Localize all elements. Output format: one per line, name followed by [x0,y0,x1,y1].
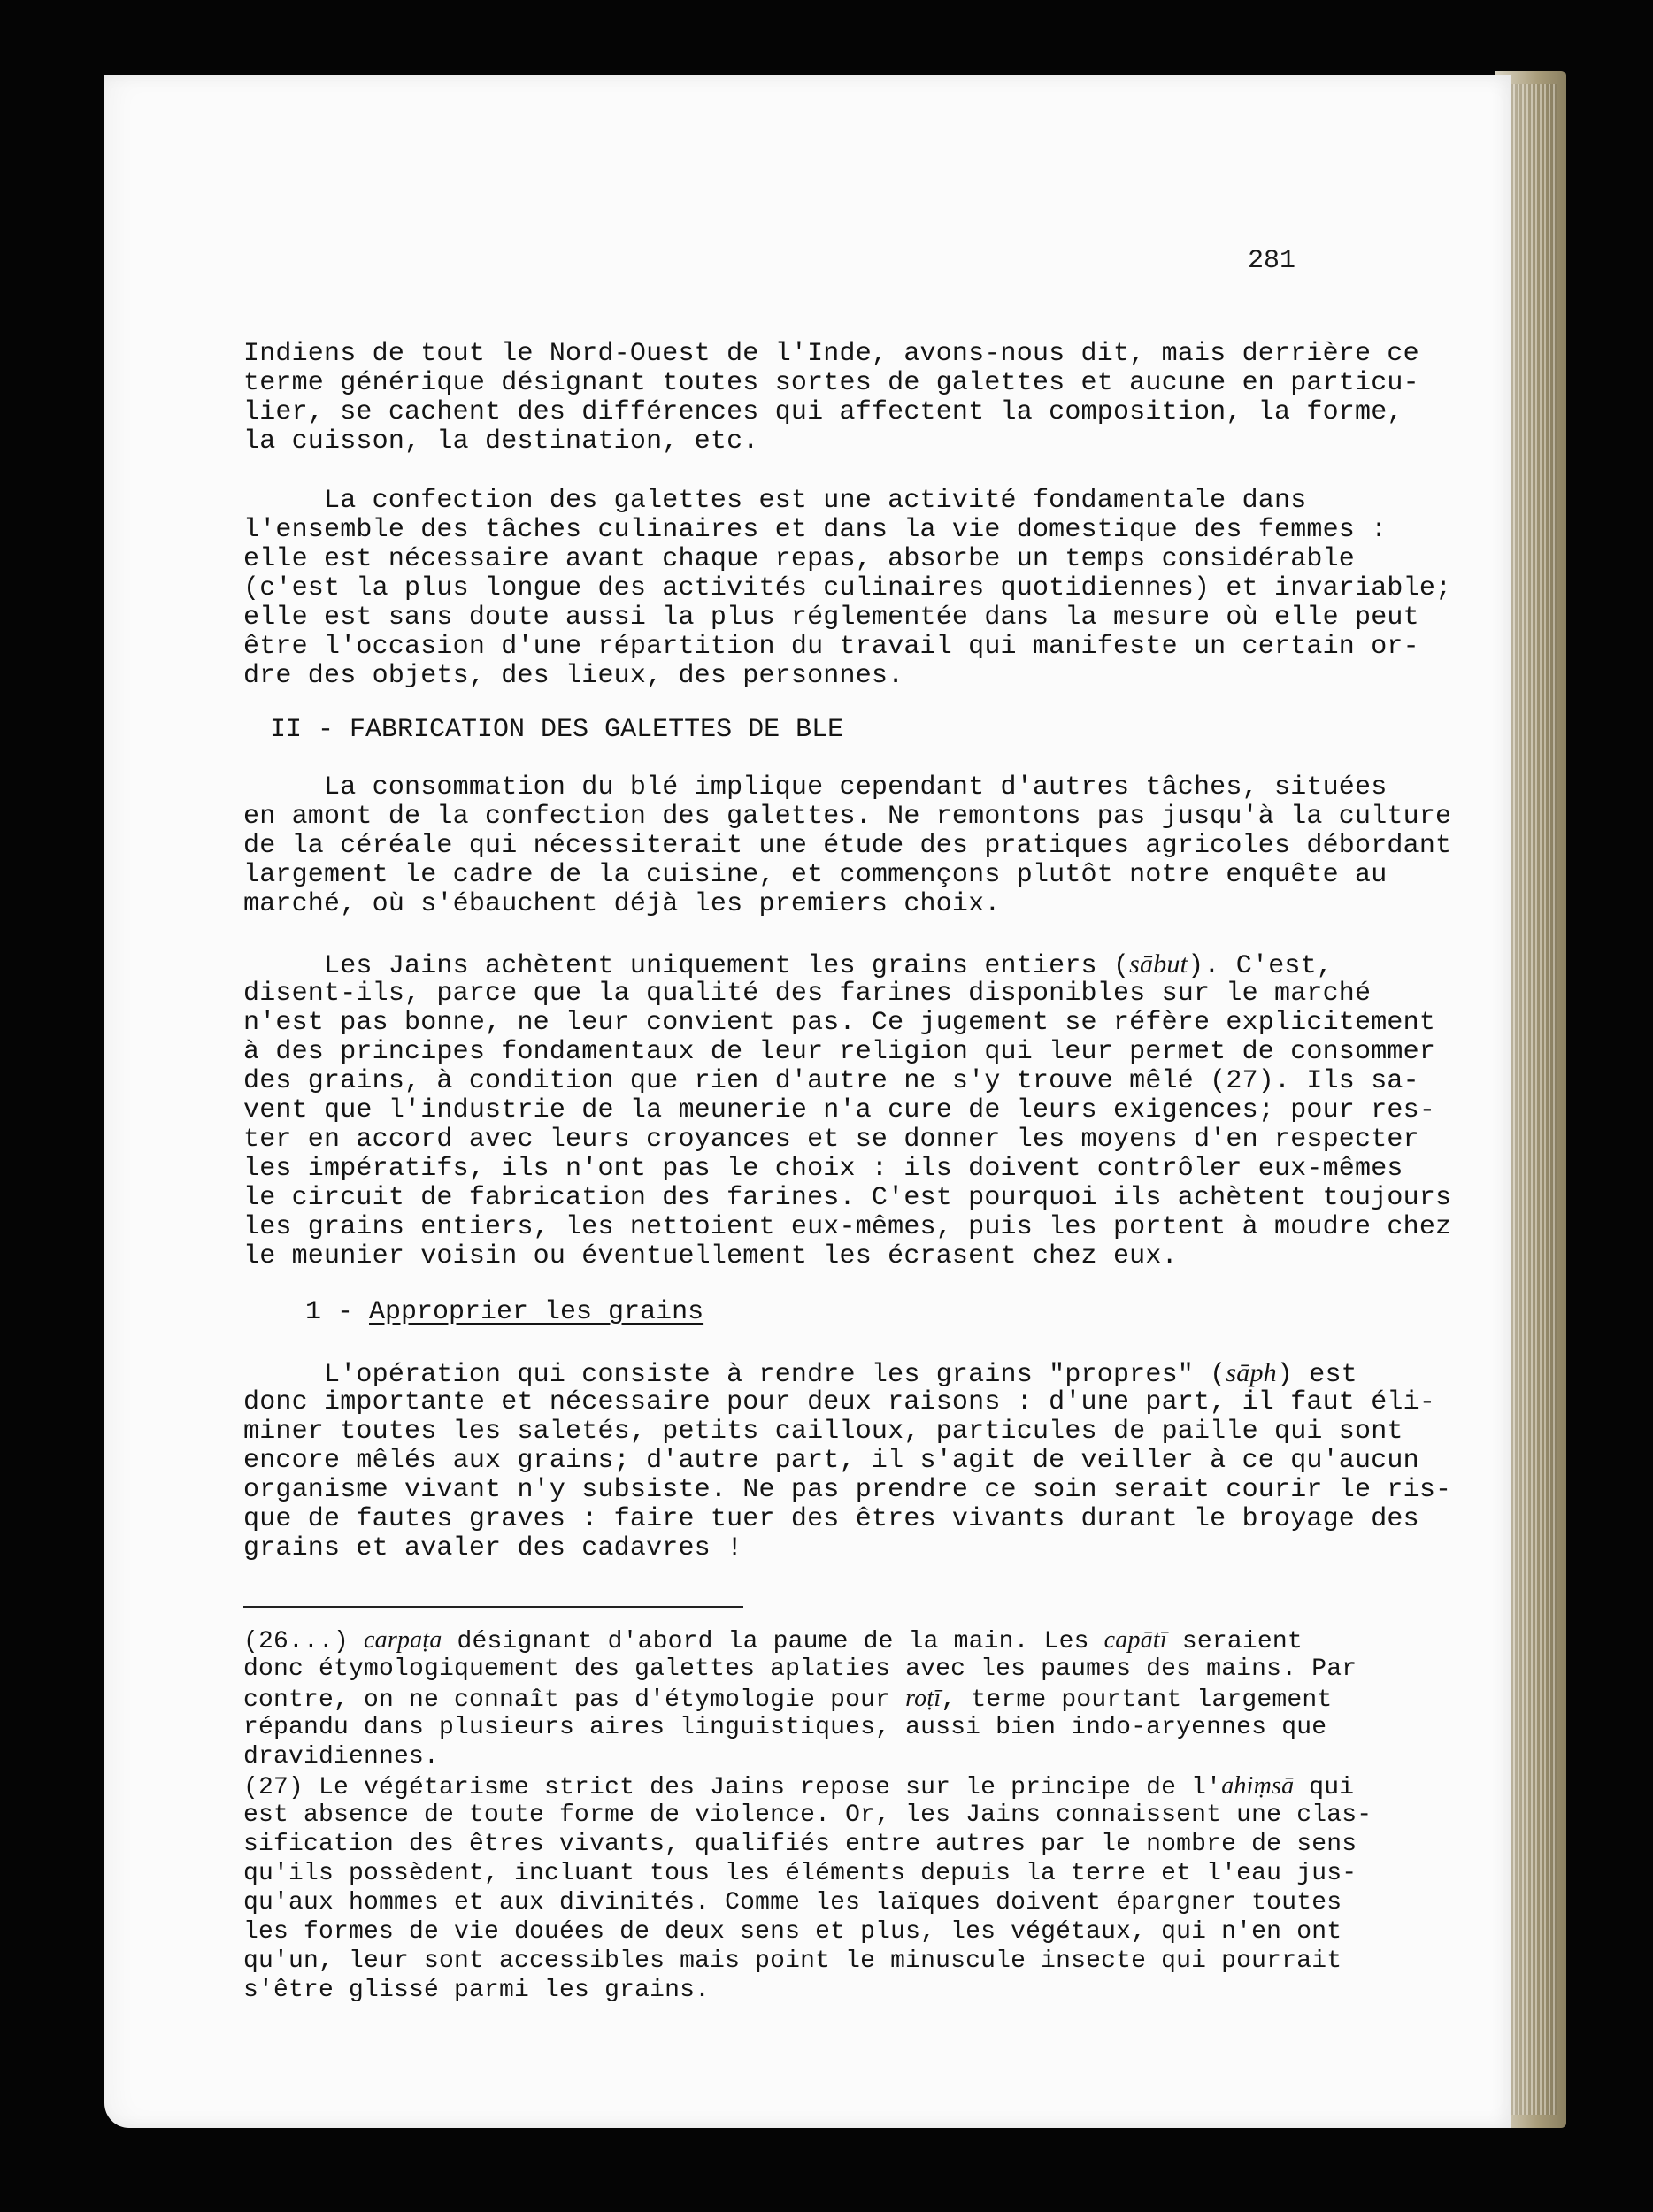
footnote-26-line: répandu dans plusieurs aires linguistiques, aussi bien indo-aryennes que [243,1714,1327,1741]
text-line: Indiens de tout le Nord-Ouest de l'Inde, avons-nous dit, mais derrière ce [243,339,1419,369]
text-segment: L'opération qui consiste à rendre les grains "propres" ( [243,1360,1226,1390]
text-line: en amont de la confection des galettes. Ne remontons pas jusqu'à la culture [243,802,1452,832]
term-sabut: sābut [1129,949,1188,979]
text-line: de la céréale qui nécessiterait une étude des pratiques agricoles débordant [243,831,1452,861]
text-line: marché, où s'ébauchent déjà les premiers choix. [243,889,1001,919]
text-line: La confection des galettes est une activité fondamentale dans [243,486,1307,516]
text-segment: ) est [1276,1360,1357,1390]
term-roti: roṭī [905,1685,942,1712]
footnotes [243,0,1372,2035]
footnote-27-line: sification des êtres vivants, qualifiés entre autres par le nombre de sens [243,1831,1357,1858]
footnote-26-line: donc étymologiquement des galettes aplaties avec les paumes des mains. Par [243,1655,1357,1683]
text-line: organisme vivant n'y subsiste. Ne pas prendre ce soin serait courir le ris- [243,1475,1452,1505]
text-line: (c'est la plus longue des activités culinaires quotidiennes) et invariable; [243,573,1452,603]
text-line: à des principes fondamentaux de leur religion qui leur permet de consommer [243,1037,1436,1067]
text-line: grains et avaler des cadavres ! [243,1533,743,1563]
footnote-27-line: qu'un, leur sont accessibles mais point le minuscule insecte qui pourrait [243,1947,1342,1975]
text-line: elle est nécessaire avant chaque repas, absorbe un temps considérable [243,544,1356,574]
section-heading: II - FABRICATION DES GALETTES DE BLE [270,715,844,745]
text-line: les grains entiers, les nettoient eux-mêmes, puis les portent à moudre chez [243,1212,1452,1242]
text-line: La consommation du blé implique cependant d'autres tâches, situées [243,772,1388,803]
text-line: lier, se cachent des différences qui affectent la composition, la forme, [243,397,1403,427]
text-line: n'est pas bonne, ne leur convient pas. Ce jugement se réfère explicitement [243,1008,1436,1038]
text-segment: ). C'est, [1188,951,1334,981]
footnote-27-line: s'être glissé parmi les grains. [243,1977,711,2004]
text-segment: seraient [1166,1628,1303,1655]
text-segment: contre, on ne connaît pas d'étymologie pour [243,1686,906,1714]
text-line: encore mêlés aux grains; d'autre part, il s'agit de veiller à ce qu'aucun [243,1446,1419,1476]
text-line: des grains, à condition que rien d'autre ne s'y trouve mêlé (27). Ils sa- [243,1066,1419,1096]
footnote-26-line [243,1626,1303,1655]
text-line: la cuisson, la destination, etc. [243,426,759,457]
subsection-title: Approprier les grains [369,1297,704,1327]
footnote-26-line: dravidiennes. [243,1743,440,1770]
text-line: être l'occasion d'une répartition du travail qui manifeste un certain or- [243,632,1419,662]
text-segment: Les Jains achètent uniquement les grains entiers ( [243,951,1130,981]
text-line: disent-ils, parce que la qualité des farines disponibles sur le marché [243,979,1372,1009]
text-line: les impératifs, ils n'ont pas le choix : ils doivent contrôler eux-mêmes [243,1154,1403,1184]
footnote-27-line: les formes de vie douées de deux sens et plus, les végétaux, qui n'en ont [243,1918,1342,1946]
footnote-27-line [243,1772,1354,1801]
text-segment: désignant d'abord la paume de la main. Les [442,1628,1104,1655]
text-line: largement le cadre de la cuisine, et commençons plutôt notre enquête au [243,860,1388,890]
text-line: que de fautes graves : faire tuer des êtres vivants durant le broyage des [243,1504,1419,1534]
text-line: miner toutes les saletés, petits cailloux, particules de paille qui sont [243,1417,1403,1447]
footnote-27-line: qu'ils possèdent, incluant tous les éléments depuis la terre et l'eau jus- [243,1860,1357,1887]
term-carpata: carpaṭa [364,1626,442,1654]
text-segment: (26...) [243,1628,365,1655]
text-line: vent que l'industrie de la meunerie n'a cure de leurs exigences; pour res- [243,1095,1436,1125]
footnote-27-line: est absence de toute forme de violence. Or, les Jains connaissent une clas- [243,1801,1372,1829]
footnote-27-line: qu'aux hommes et aux divinités. Comme les laïques doivent épargner toutes [243,1889,1342,1916]
text-line: l'ensemble des tâches culinaires et dans la vie domestique des femmes : [243,515,1388,545]
text-line: terme générique désignant toutes sortes de galettes et aucune en particu- [243,368,1419,398]
subsection-number: 1 - [305,1297,370,1327]
text-line: le circuit de fabrication des farines. C'est pourquoi ils achètent toujours [243,1183,1452,1213]
text-line: donc importante et nécessaire pour deux raisons : d'une part, il faut éli- [243,1387,1436,1417]
term-ahimsa: ahiṃsā [1221,1772,1295,1800]
text-segment: , terme pourtant largement [941,1686,1333,1714]
text-line: ter en accord avec leurs croyances et se donner les moyens d'en respecter [243,1125,1419,1155]
term-capati: capātī [1103,1626,1167,1654]
book-page-stack [1504,84,1557,2115]
page-number: 281 [1248,246,1296,276]
footnote-26-line [243,1685,1332,1714]
text-line: le meunier voisin ou éventuellement les écrasent chez eux. [243,1241,1178,1271]
text-segment: qui [1294,1774,1355,1801]
text-line: elle est sans doute aussi la plus réglementée dans la mesure où elle peut [243,603,1419,633]
text-line: dre des objets, des lieux, des personnes. [243,661,904,691]
term-saph: sāph [1226,1358,1277,1387]
text-segment: (27) Le végétarisme strict des Jains repose sur le principe de l' [243,1774,1222,1801]
